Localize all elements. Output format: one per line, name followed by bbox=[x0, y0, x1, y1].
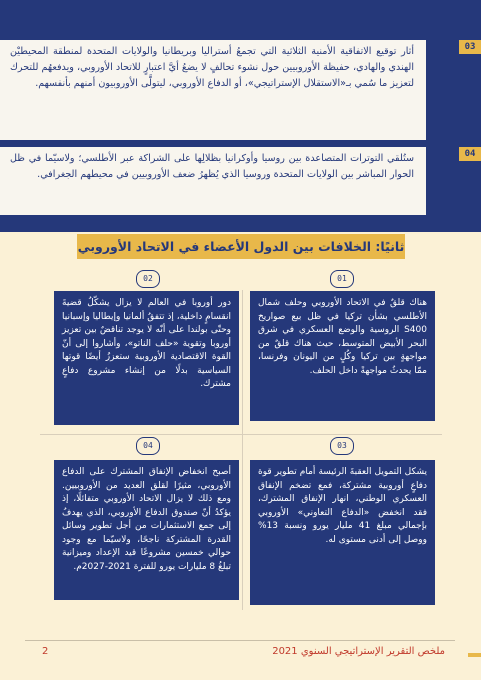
item-number-03: 03 bbox=[459, 40, 481, 54]
corner-accent bbox=[468, 653, 481, 657]
horizontal-divider bbox=[40, 434, 442, 435]
card-01: هناك قلقٌ في الاتحاد الأوروبي وحلف شمال الأطلسي بشأن تركيا في ظل بيع صواريخ S400 الروسية والوضع العسكري في شرق البحر الأبيض المتوسط، حيث هناك قلقٌ من مواجهةٍ بين تركيا وكُلٍ من اليونان وفرنسا، ممّا يحدثُ مواجهةً داخل الحلف. bbox=[250, 291, 435, 421]
footer-title: ملخص التقرير الإستراتيجي السنوي 2021 bbox=[272, 646, 445, 657]
card-03: يشكل التمويل العقبةَ الرئيسة أمام تطوير قوة دفاعٍ أوروبية مشتركة، فمع تضخم الإنفاق العسكري الوطني، انهار الإنفاق المشترك، فقد انخفض «الدفاع التعاوني» الأوروبي بإجمالي مبلغ 41 مليار يورو ونسبة 13% ووصل إلى أدنى مستوى له. bbox=[250, 460, 435, 605]
footer-rule bbox=[25, 640, 455, 641]
top-item-04: ستُلقي التوترات المتصاعدة بين روسيا وأوكرانيا بظلالِها على الشراكة عبر الأطلسي؛ ولاسيّما في ظل الحوار المباشر بين الولايات المتحدة وروسيا الذي يُظهرُ ضعف الأوروبيين في محيطهم الجغرافي. bbox=[0, 147, 426, 215]
card-04: أصبح انخفاض الإنفاق المشترك على الدفاع الأوروبي، مثيرًا لقلق العديد من الأوروبيين. ومع ذلك لا يزال الاتحاد الأوروبي متفائلًا، إذ يؤكدُ أنّ صندوق الدفاع الأوروبي، الذي يهدفُ إلى جمع الاستثمارات من أجل تطوير وسائل القدرة المشتركة ناجحًا، ولاسيّما مع وجود حوالي خمسين مشروعًا قيد الإعداد وميزانية تبلغُ 8 مليارات يورو للفترة 2021-2027م. bbox=[54, 460, 239, 600]
card-02: دور أوروبا في العالم لا يزال يشكّلُ قضيةَ انقسامٍ داخلية، إذ تتفقُ ألمانيا وإيطاليا وإسبانيا وحتّى بولندا على أنّه لا يوجد تناقضٌ بين تعزيز أوروبا وتقوية «حلف الناتو»، وأشاروا إلى أنّ القوة الاقتصادية الأوروبية ستعززُ أيضًا قوتها السياسية بدلًا من إنشاء مشروع دفاعٍ مشترك. bbox=[54, 291, 239, 425]
card-number-03: 03 bbox=[330, 437, 354, 455]
top-item-03: أثار توقيع الاتفاقية الأمنية الثلاثية التي تجمعُ أستراليا وبريطانيا والولايات المتحدة لمنطقة المحيطيْن الهندي والهادي، حفيظة الأوروبيين حول نشوء تحالفٍ لا يضعُ أيَّ اعتبارٍ للاتحاد الأوروبي، ويدفعهُم للتحرك لتعزيز ما سُمي بـ«الاستقلال الإستراتيجي»، أو الدفاع الأوروبي، ليتولَّى الأوروبيون أمنهم بأنفسهم. bbox=[0, 40, 426, 140]
page-number: 2 bbox=[42, 646, 49, 657]
vertical-divider bbox=[242, 290, 243, 610]
card-number-04: 04 bbox=[136, 437, 160, 455]
card-number-02: 02 bbox=[136, 270, 160, 288]
section-title: ثانيًا: الخلافات بين الدول الأعضاء في الاتحاد الأوروبي bbox=[77, 234, 405, 259]
card-number-01: 01 bbox=[330, 270, 354, 288]
item-number-04: 04 bbox=[459, 147, 481, 161]
